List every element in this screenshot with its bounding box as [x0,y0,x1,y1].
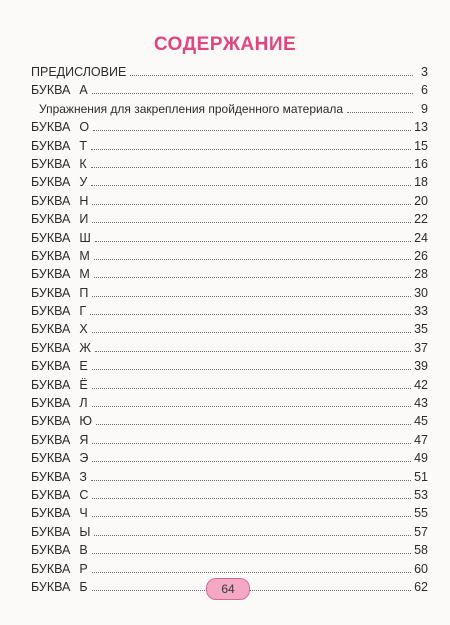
dot-leader [92,93,413,94]
dot-leader [92,553,411,554]
toc-entry-letter: Ю [79,414,93,429]
dot-leader [91,167,411,168]
toc-entry-label: БУКВА [31,414,71,429]
toc-entry-page: 24 [414,230,428,245]
toc-entry-letter: Ж [79,340,91,355]
toc-entry-letter: Ш [79,230,91,245]
toc-entry-label: БУКВА [31,285,71,300]
toc-entry-letter: Н [79,193,89,208]
toc-entry-letter: Э [79,451,89,466]
toc-entry[interactable] [31,543,428,561]
table-of-contents [31,65,428,598]
toc-entry[interactable] [31,120,428,138]
toc-entry-page: 35 [414,322,428,337]
toc-entry[interactable] [31,83,428,101]
toc-entry-letter: С [79,487,89,502]
toc-entry[interactable] [31,470,428,488]
toc-entry-page: 57 [414,524,428,539]
dot-leader [91,185,411,186]
toc-entry-page: 58 [414,543,428,558]
toc-entry-letter: Т [79,138,88,153]
toc-entry-label: БУКВА [31,579,71,594]
toc-entry[interactable] [31,488,428,506]
toc-entry-label: БУКВА [31,524,71,539]
toc-entry[interactable] [31,396,428,414]
dot-leader [92,498,411,499]
toc-entry[interactable] [31,451,428,469]
toc-entry-page: 16 [414,156,428,171]
dot-leader [94,277,411,278]
toc-entry-letter: И [79,212,89,227]
dot-leader [90,314,411,315]
toc-entry-letter: У [79,175,88,190]
dot-leader [92,222,411,223]
toc-entry-page: 47 [414,432,428,447]
toc-entry-label: БУКВА [31,230,71,245]
dot-leader [347,112,413,113]
dot-leader [92,296,411,297]
toc-entry-label: БУКВА [31,267,71,282]
toc-entry-page: 30 [414,285,428,300]
toc-entry-letter: Х [79,322,88,337]
toc-entry-label: Упражнения для закрепления пройденного материала [39,101,344,116]
dot-leader [95,351,411,352]
toc-entry[interactable] [31,359,428,377]
toc-entry[interactable] [31,267,428,285]
toc-entry-letter: Г [79,304,87,319]
toc-entry-letter: М [79,267,90,282]
toc-entry-page: 37 [414,340,428,355]
dot-leader [95,241,411,242]
toc-entry-label: БУКВА [31,138,71,153]
toc-entry-page: 3 [421,65,428,79]
toc-entry-label: БУКВА [31,248,71,263]
toc-entry-page: 26 [414,248,428,263]
toc-entry-letter: Е [79,359,88,374]
toc-entry-page: 49 [414,451,428,466]
dot-leader [92,516,411,517]
toc-entry-letter: Ё [79,377,88,392]
toc-entry[interactable] [31,341,428,359]
toc-entry-label: БУКВА [31,377,71,392]
toc-entry-letter: В [79,543,88,558]
toc-entry-page: 13 [414,120,428,135]
dot-leader [91,149,411,150]
toc-entry-label: БУКВА [31,212,71,227]
toc-entry-label: БУКВА [31,543,71,558]
toc-entry-page: 39 [414,359,428,374]
dot-leader [92,406,411,407]
toc-entry-letter: К [79,156,87,171]
toc-entry-page: 45 [414,414,428,429]
toc-entry-label: БУКВА [31,304,71,319]
toc-entry-label: БУКВА [31,340,71,355]
dot-leader [94,259,411,260]
toc-entry-page: 55 [414,506,428,521]
toc-entry[interactable] [31,102,428,120]
toc-entry-label: БУКВА [31,359,71,374]
toc-entry[interactable] [31,322,428,340]
dot-leader [92,590,411,591]
toc-entry-letter: М [79,248,90,263]
toc-entry-letter: Ч [79,506,88,521]
toc-entry-page: 15 [414,138,428,153]
page-number-badge: 64 [206,578,250,600]
toc-entry[interactable] [31,157,428,175]
toc-entry-page: 53 [414,487,428,502]
dot-leader [92,572,411,573]
toc-entry[interactable] [31,433,428,451]
toc-entry-label: БУКВА [31,561,71,576]
toc-entry-page: 51 [414,469,428,484]
toc-entry-letter: Р [79,561,88,576]
toc-entry[interactable] [31,194,428,212]
toc-entry-page: 62 [414,579,428,594]
toc-entry-letter: З [79,469,87,484]
toc-entry-label: БУКВА [31,506,71,521]
toc-entry-label: БУКВА [31,487,71,502]
dot-leader [94,535,411,536]
toc-entry-label: БУКВА [31,83,71,98]
toc-entry-page: 22 [414,212,428,227]
toc-entry-page: 60 [414,561,428,576]
toc-entry[interactable] [31,525,428,543]
toc-entry[interactable] [31,286,428,304]
toc-entry[interactable] [31,378,428,396]
toc-entry-letter: А [79,83,88,98]
toc-entry-page: 20 [414,193,428,208]
toc-entry-label: БУКВА [31,451,71,466]
toc-entry[interactable] [31,249,428,267]
dot-leader [92,369,411,370]
toc-entry-page: 28 [414,267,428,282]
toc-entry-label: БУКВА [31,175,71,190]
toc-entry[interactable] [31,414,428,432]
dot-leader [92,388,411,389]
dot-leader [92,204,411,205]
toc-entry-page: 6 [421,83,428,98]
toc-entry-page: 9 [421,101,428,116]
toc-entry-label: БУКВА [31,322,71,337]
dot-leader [93,130,411,131]
toc-entry-page: 42 [414,377,428,392]
toc-entry-letter: О [79,120,90,135]
dot-leader [92,443,411,444]
dot-leader [130,75,413,76]
toc-entry-label: БУКВА [31,120,71,135]
toc-entry-label: БУКВА [31,193,71,208]
toc-entry[interactable] [31,231,428,249]
toc-entry-letter: П [79,285,89,300]
toc-entry-page: 43 [414,396,428,411]
toc-entry-page: 18 [414,175,428,190]
dot-leader [92,461,411,462]
dot-leader [92,332,411,333]
toc-entry-page: 33 [414,304,428,319]
toc-entry[interactable] [31,506,428,524]
toc-entry-letter: Л [79,396,88,411]
toc-entry[interactable] [31,139,428,157]
toc-entry-letter: Я [79,432,89,447]
dot-leader [96,424,411,425]
toc-entry[interactable] [31,212,428,230]
dot-leader [91,480,411,481]
toc-entry-label: БУКВА [31,156,71,171]
toc-entry[interactable] [31,175,428,193]
toc-entry-label: БУКВА [31,432,71,447]
toc-entry-letter: Б [79,579,88,594]
page-title: СОДЕРЖАНИЕ [153,34,297,55]
toc-entry-label: БУКВА [31,469,71,484]
toc-entry-label: БУКВА [31,396,71,411]
toc-entry-letter: Ы [79,524,91,539]
toc-entry[interactable] [31,65,428,83]
toc-entry[interactable] [31,304,428,322]
toc-entry-label: ПРЕДИСЛОВИЕ [31,65,127,79]
